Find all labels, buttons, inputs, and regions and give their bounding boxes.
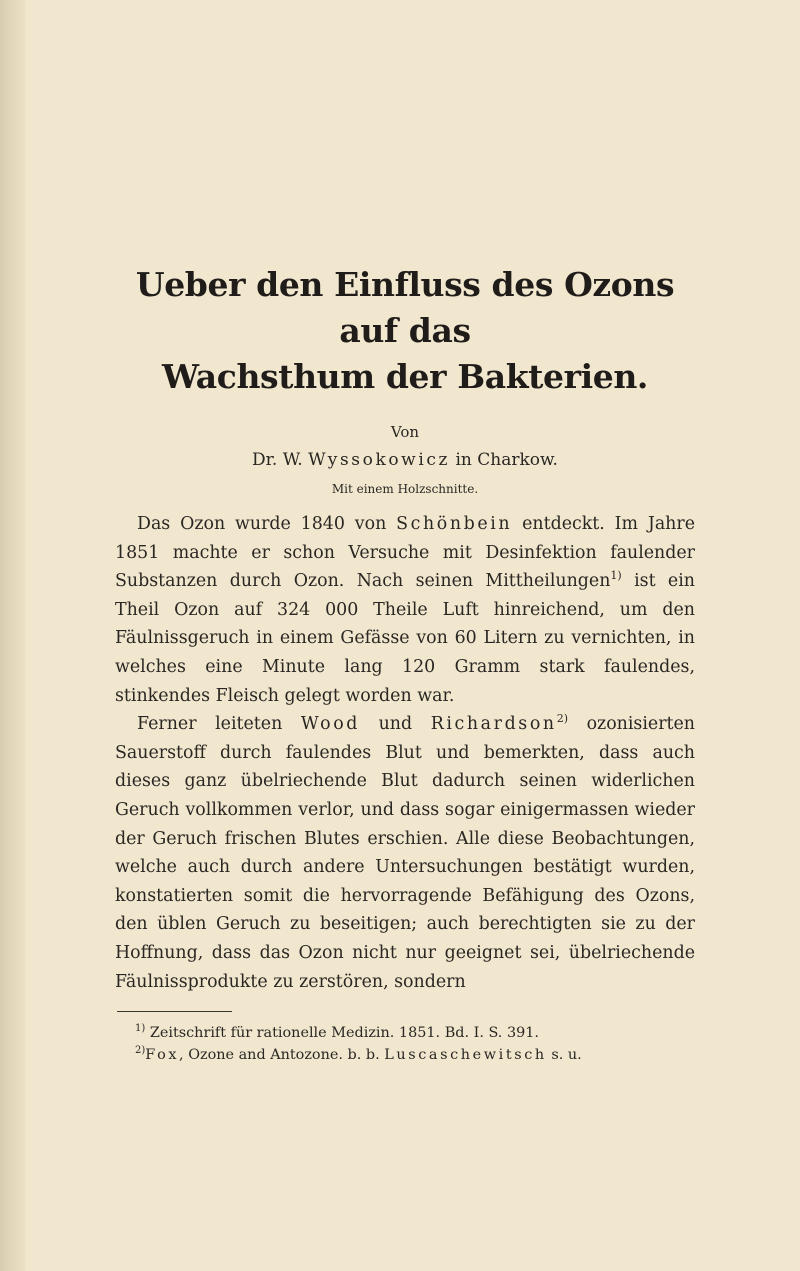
footnotes — [115, 1022, 695, 1066]
author-line — [115, 449, 695, 471]
paragraph-1-text-c: ist ein Theil Ozon auf 324 000 Theile Luft hinreichend, um den Fäulnissgeruch in einem Gefässe von 60 Litern zu vernichten, in welches eine Minute lang 120 Gramm stark faulendes, stinkendes Fleisch gelegt worden war. — [115, 571, 695, 706]
footnote-1-text: Zeitschrift für rationelle Medizin. 1851. Bd. I. S. 391. — [145, 1025, 539, 1042]
footnote-ref-1: 1) — [610, 569, 622, 583]
article-page — [115, 262, 695, 1066]
page-edge-shadow — [0, 0, 26, 1271]
author-name: Wyssokowicz — [308, 450, 451, 470]
article-body — [115, 510, 695, 996]
paragraph-1-text-b: entdeckt. Im Jahre 1851 machte er schon Versuche mit Desinfektion faulender Substanzen durch Ozon. Nach seinen Mittheilungen — [115, 514, 695, 592]
footnote-1 — [115, 1022, 695, 1044]
illustration-note: Mit einem Holzschnitte. — [331, 482, 479, 496]
paragraph-2 — [115, 710, 695, 996]
footnote-2 — [115, 1044, 695, 1066]
title-line-2: Wachsthum der Bakterien. — [162, 357, 648, 396]
name-wood: Wood — [300, 714, 361, 735]
paragraph-1 — [115, 510, 695, 710]
article-title — [115, 262, 695, 400]
footnote-1-mark: 1) — [135, 1023, 146, 1035]
title-line-1: Ueber den Einfluss des Ozons auf das — [135, 265, 675, 350]
paragraph-1-text-a: Das Ozon wurde 1840 von — [137, 514, 397, 534]
footnote-2-mark: 2) — [135, 1045, 146, 1057]
footnote-divider — [117, 1011, 232, 1012]
footnote-ref-2: 2) — [556, 712, 568, 726]
byline-von: Von — [390, 423, 420, 441]
footnote-2-text-b: s. u. — [546, 1047, 582, 1064]
name-luscaschewitsch: Luscaschewitsch — [384, 1047, 547, 1064]
name-fox: Fox — [145, 1047, 180, 1064]
name-schoenbein: Schönbein — [396, 514, 513, 534]
author-suffix: in Charkow. — [455, 450, 558, 470]
author-prefix: Dr. W. — [252, 450, 303, 470]
paragraph-2-text-b: und — [360, 714, 431, 735]
name-richardson: Richardson — [430, 714, 557, 735]
footnote-2-text-a: , Ozone and Antozone. b. b. — [179, 1047, 385, 1064]
paragraph-2-text-a: Ferner leiteten — [137, 714, 301, 735]
paragraph-2-text-c: ozonisierten Sauerstoff durch faulendes Blut und bemerkten, dass auch dieses ganz übelriechende Blut dadurch seinen widerlichen Geruch vollkommen verlor, und dass sogar einigermassen wieder der Geruch frischen Blutes erschien. Alle diese Beobachtungen, welche auch durch andere Untersuchungen bestätigt wurden, konstatierten somit die hervorragende Befähigung des Ozons, den üblen Geruch zu beseitigen; auch berechtigten sie zu der Hoffnung, dass das Ozon nicht nur geeignet sei, übelriechende Fäulnissprodukte zu zerstören, sondern — [115, 714, 696, 992]
